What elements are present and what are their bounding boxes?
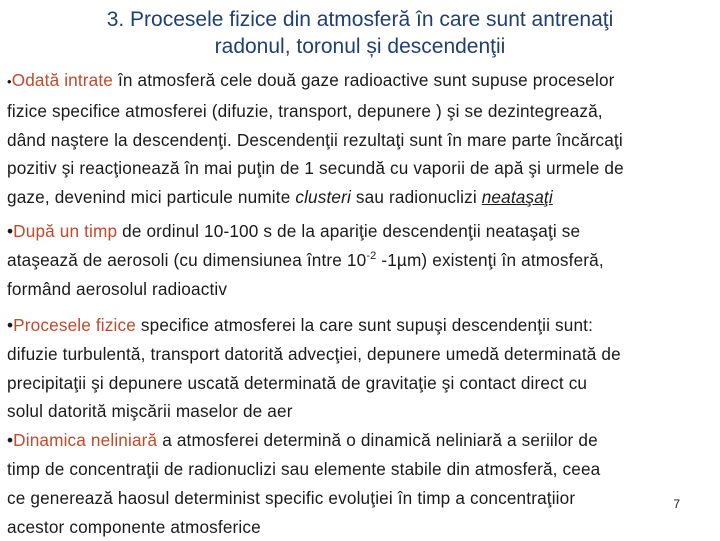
term-clusteri: clusteri: [295, 187, 351, 208]
paragraph-3-line: •Dinamica neliniară a atmosferei determină o dinamică neliniară a seriilor de: [7, 430, 598, 451]
paragraph-1-line: fizice specifice atmosferei (difuzie, transport, depunere ) şi se dezintegrează,: [7, 100, 603, 121]
paragraph-3: [7, 311, 713, 541]
bullet: •: [7, 74, 12, 89]
bullet: •: [7, 221, 14, 241]
paragraph-1: [7, 66, 713, 212]
paragraph-3-line: precipitaţii şi depunere uscată determinată de gravitaţie şi contact direct cu: [7, 372, 588, 393]
bullet: •: [7, 430, 14, 451]
lead-phrase: După un timp: [13, 221, 118, 241]
paragraph-3-line: difuzie turbulentă, transport datorită advecţiei, depunere umedă determinată de: [7, 343, 621, 364]
paragraph-1-line: •Odată intrate în atmosferă cele două gaze radioactive sunt supuse proceselor: [7, 70, 615, 90]
slide-title: [0, 6, 720, 60]
paragraph-2: [7, 217, 713, 303]
paragraph-3-line: solul datorită mişcării maselor de aer: [7, 401, 293, 422]
title-line-1: 3. Procesele fizice din atmosferă în care sunt antrenaţi: [106, 8, 614, 31]
lead-phrase: Procesele fizice: [13, 315, 136, 335]
lead-phrase: Dinamica neliniară: [13, 430, 158, 451]
title-line-2: radonul, toronul și descendenţii: [214, 35, 506, 58]
paragraph-2-line: formând aerosolul radioactiv: [7, 278, 228, 299]
bullet: •: [7, 315, 14, 335]
lead-phrase: Odată intrate: [11, 70, 114, 90]
page-number: 7: [673, 497, 680, 511]
paragraph-3-line: ce generează haosul determinist specific evoluţiei în timp a concentraţiior: [7, 487, 576, 508]
paragraph-3-line: •Procesele fizice specifice atmosferei la care sunt supuşi descendenţii sunt:: [7, 315, 594, 335]
paragraph-2-line: ataşează de aerosoli (cu dimensiunea între $10^{-2}$ -1µm) existenţi în atmosferă,: [7, 249, 604, 270]
paragraph-1-line: pozitiv şi reacţionează în mai puţin de 1 secundă cu vaporii de apă şi urmele de: [7, 158, 624, 179]
paragraph-3-line: timp de concentraţii de radionuclizi sau elemente stabile din atmosferă, ceea: [7, 458, 601, 479]
paragraph-3-line: acestor componente atmosferice: [7, 516, 261, 537]
exponent: -2: [366, 249, 377, 262]
paragraph-2-line: •După un timp de ordinul 10-100 s de la apariţie descendenţii neataşaţi se: [7, 221, 581, 241]
paragraph-1-line: gaze, devenind mici particule numite clusteri sau radionuclizi neataşaţi: [7, 187, 553, 208]
paragraph-1-line: dând naştere la descendenţi. Descendenţii rezultaţi sunt în mare parte încărcaţi: [7, 129, 623, 150]
term-neatasati: neataşaţi: [481, 187, 553, 208]
